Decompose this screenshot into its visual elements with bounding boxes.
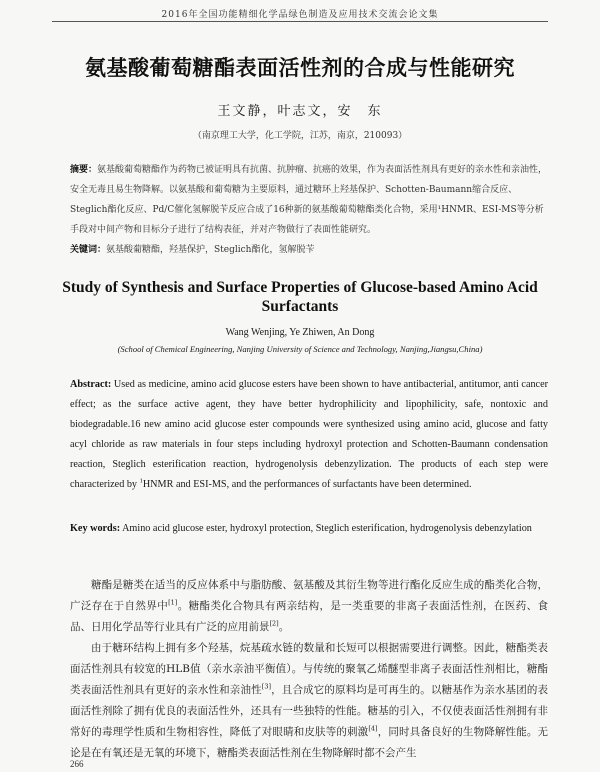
- superscript-1: 1: [139, 477, 143, 485]
- chinese-keywords-label: 关键词：: [70, 245, 107, 255]
- citation-1: [1]: [168, 598, 178, 607]
- english-keywords: [70, 519, 548, 539]
- running-header: 2016年全国功能精细化学品绿色制造及应用技术交流会论文集: [161, 10, 439, 20]
- english-authors: Wang Wenjing, Ye Zhiwen, An Dong: [225, 327, 375, 338]
- p1-text-c: 。: [278, 621, 290, 633]
- body-paragraph-2: [70, 638, 548, 764]
- chinese-abstract-label: 摘要：: [70, 165, 98, 175]
- english-keywords-text: Amino acid glucose ester, hydroxyl protection, Steglich esterification, hydrogenolysis debenzylation: [120, 523, 532, 534]
- citation-4: [4]: [368, 724, 378, 733]
- citation-3: [3]: [261, 682, 271, 691]
- chinese-keywords-text: 氨基酸葡糖酯，羟基保护，Steglich酯化，氢解脱苄: [106, 245, 315, 255]
- chinese-affiliation: （南京理工大学，化工学院，江苏，南京，210093）: [192, 131, 408, 141]
- chinese-keywords: [70, 242, 548, 258]
- body-text: [70, 575, 548, 764]
- citation-2: [2]: [269, 619, 279, 628]
- english-abstract-label: Abstract:: [70, 379, 112, 390]
- p2-text-b: ，且合成它的原料均是可再生的。以糖基作为亲水基团的表面活性剂除了拥有优良的表面活性外，还具有一些独特的性能。糖基的引入，不仅使表面活性剂拥有非常好的毒理学性质和生物相容性，降低了对眼睛和皮肤等的刺激: [70, 684, 549, 738]
- chinese-authors: 王文静，叶志文，安 东: [217, 104, 383, 119]
- p1-text-a: 糖酯是糖类在适当的反应体系中与脂肪酸、氨基酸及其衍生物等进行酯化反应生成的酯类化合物，广泛存在于自然界中: [70, 579, 548, 612]
- p1-text-b: 。糖酯类化合物具有两亲结构，是一类重要的非离子表面活性剂，在医药、食品、日用化学品等行业具有广泛的应用前景: [70, 600, 549, 633]
- chinese-abstract: [70, 160, 548, 240]
- english-abstract-text-2: HNMR and ESI-MS, and the performances of surfactants have been determined.: [142, 479, 472, 490]
- p2-text-c: ，同时具备良好的生物降解性能。无论是在有氧还是无氧的环境下，糖酯类表面活性剂在生物降解时都不会产生: [70, 726, 549, 759]
- page-number: 266: [70, 759, 84, 769]
- english-abstract: [70, 375, 548, 495]
- english-affiliation: (School of Chemical Engineering, Nanjing University of Science and Technology, Nanjing,Jiangsu,China): [117, 344, 483, 354]
- english-keywords-label: Key words:: [70, 523, 121, 534]
- chinese-title: 氨基酸葡萄糖酯表面活性剂的合成与性能研究: [85, 56, 515, 80]
- body-paragraph-1: [70, 575, 548, 638]
- p2-text-a: 由于糖环结构上拥有多个羟基，烷基疏水链的数量和长短可以根据需要进行调整。因此，糖酯类表面活性剂具有较宽的HLB值（亲水亲油平衡值）。与传统的聚氧乙烯醚型非离子表面活性剂相比，糖酯类表面活性剂具有更好的亲水性和亲油性: [70, 642, 548, 696]
- english-title: Study of Synthesis and Surface Properties of Glucose-based Amino Acid Surfactants: [62, 279, 538, 315]
- english-abstract-text-1: Used as medicine, amino acid glucose esters have been shown to have antibacterial, antitumor, anti cancer effect; as the surface active agent, they have better hydrophilicity and lipophilicity, safe, nontoxic and biodegradable.16 new amino acid glucose ester compounds were synthesized using amino acid, glucose and fatty acyl chloride as raw materials in four steps including hydroxyl protection and Schotten-Baumann condensation reaction, Steglich esterification reaction, hydrogenolysis debenzylization. The products of each step were characterized by: [70, 379, 548, 490]
- chinese-abstract-text: 氨基酸葡萄糖酯作为药物已被证明具有抗菌、抗肿瘤、抗癌的效果，作为表面活性剂具有更好的亲水性和亲油性，安全无毒且易生物降解。以氨基酸和葡萄糖为主要原料，通过糖环上羟基保护、Schotten-Baumann缩合反应、Steglich酯化反应、Pd/C催化氢解脱苄反应合成了16种新的氨基酸葡萄糖酯类化合物，采用¹HNMR、ESI-MS等分析手段对中间产物和目标分子进行了结构表征，并对产物做行了表面性能研究。: [70, 165, 548, 235]
- header-rule: [52, 21, 548, 22]
